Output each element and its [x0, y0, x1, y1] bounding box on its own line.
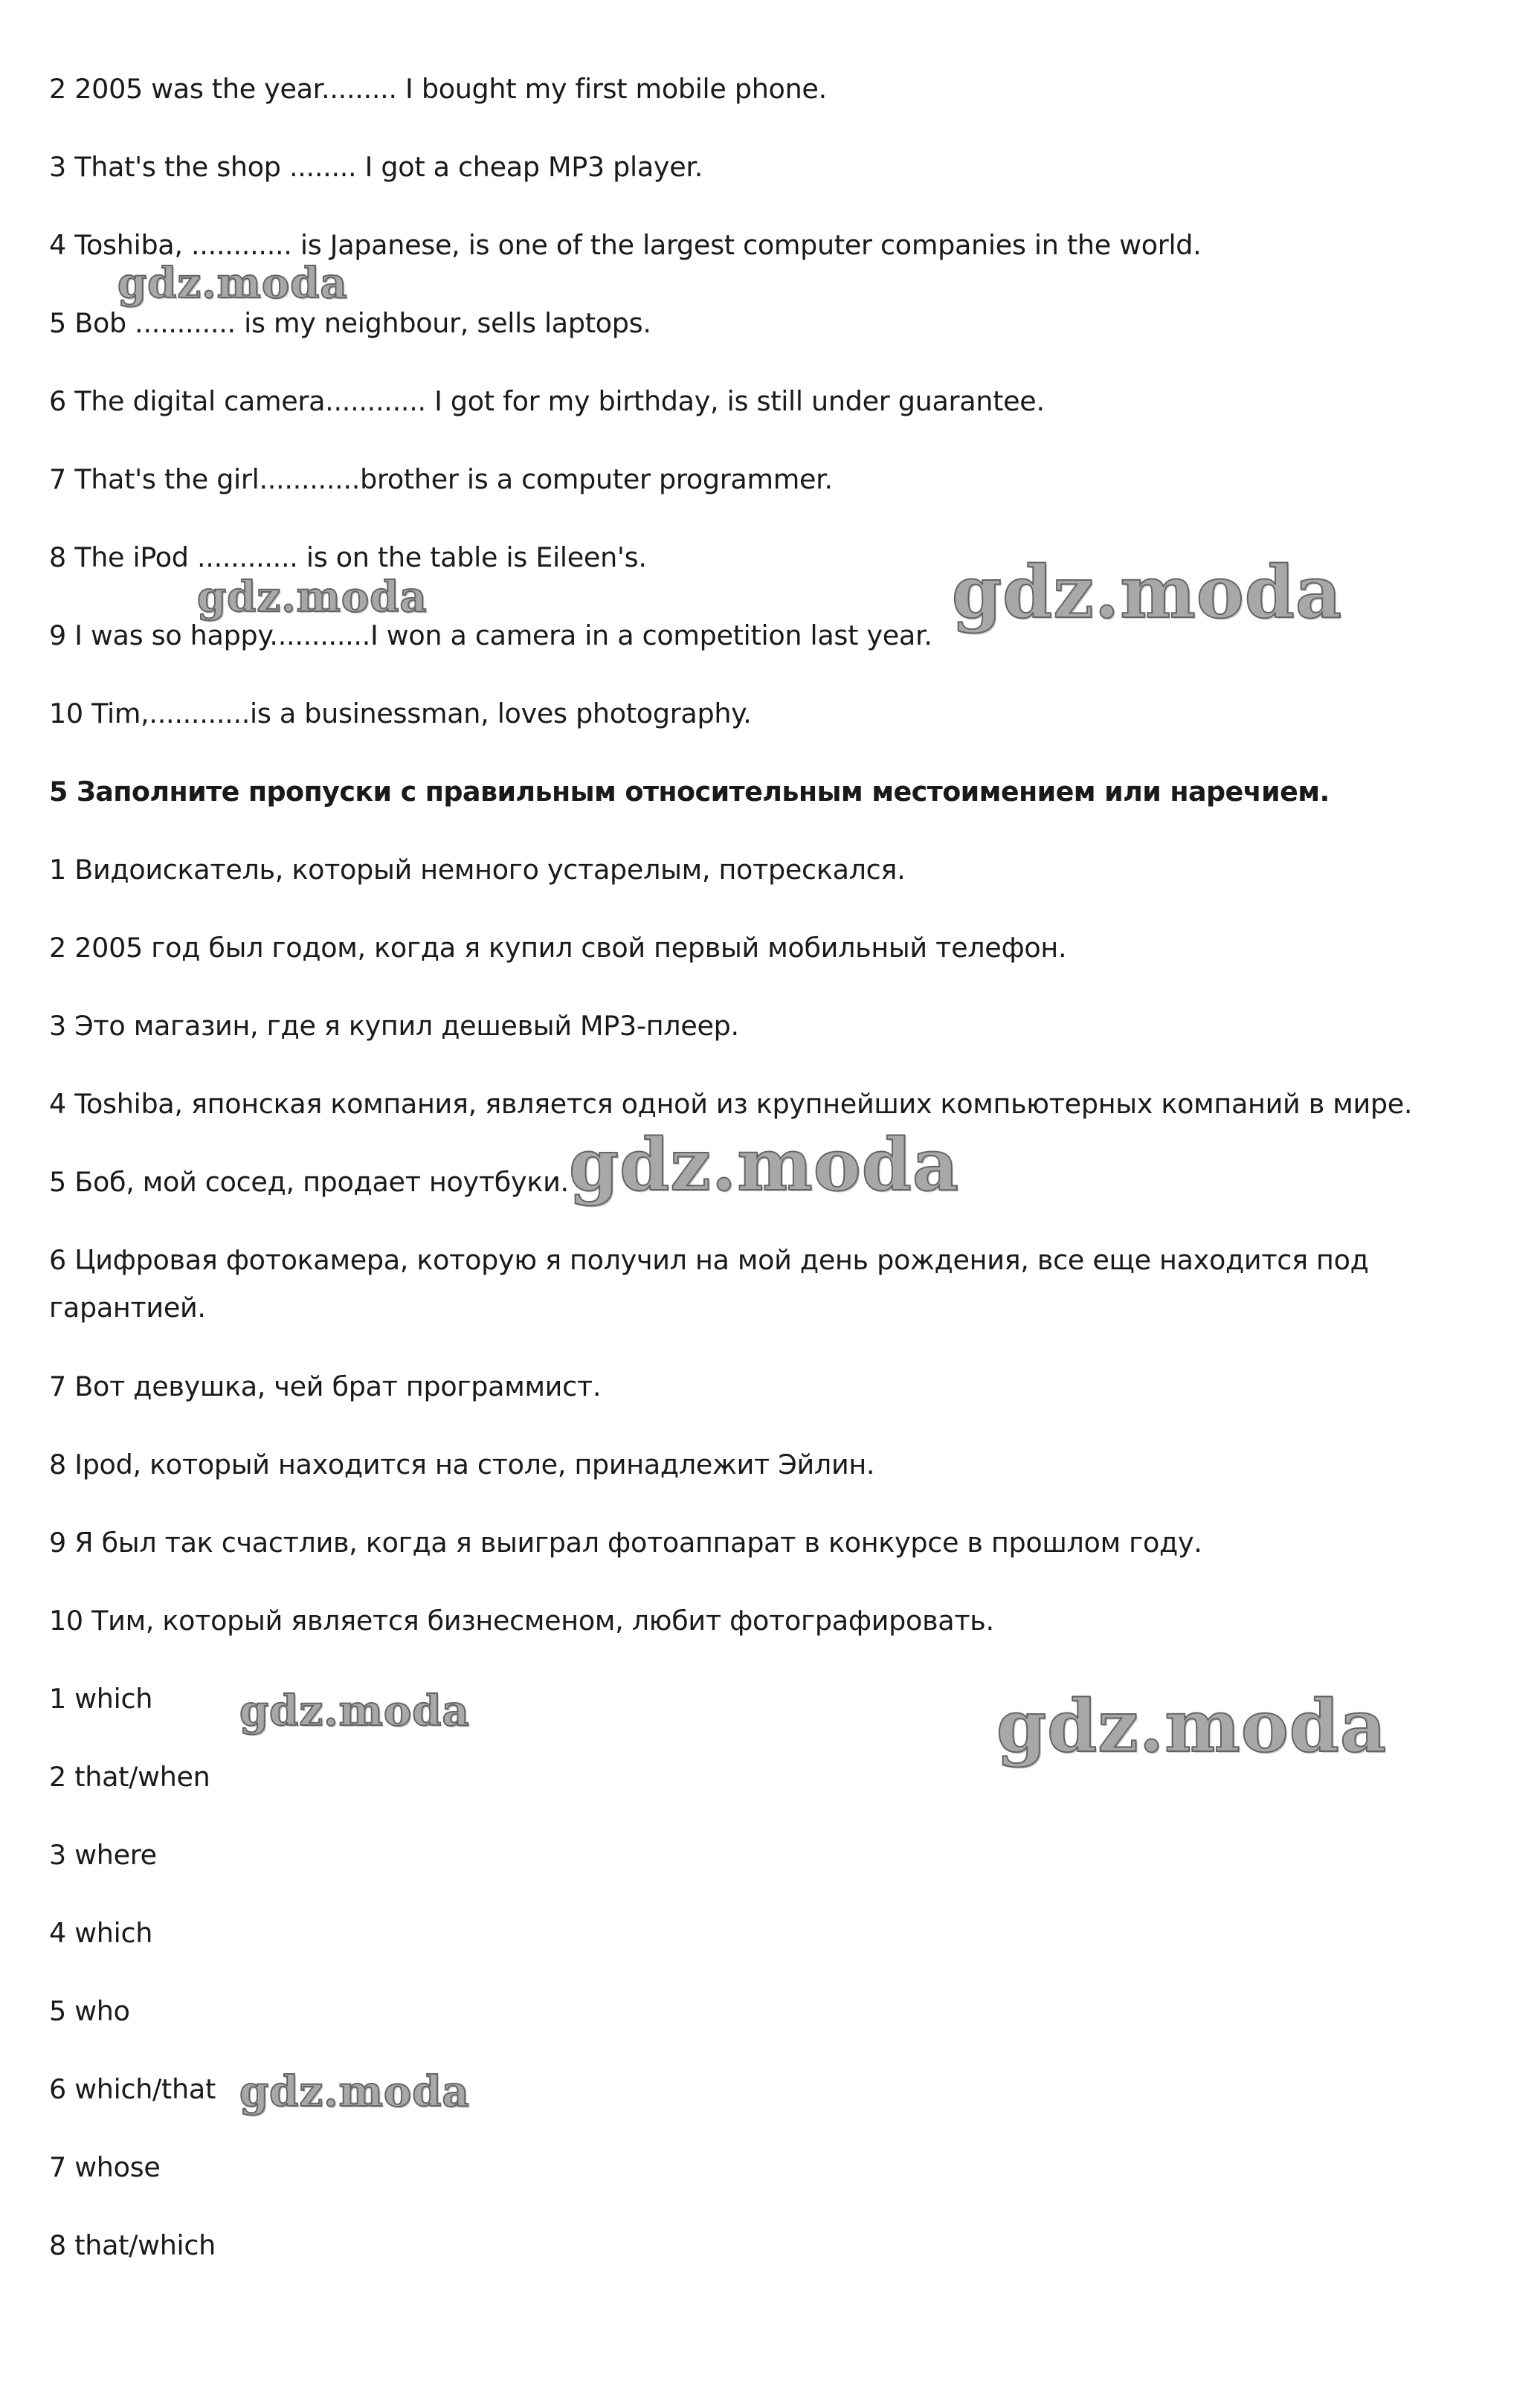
translation-line: 8 Ipod, который находится на столе, принадлежит Эйлин.	[49, 1449, 875, 1481]
answer-item: 4 which	[49, 1917, 153, 1949]
translation-line: 9 Я был так счастлив, когда я выиграл фотоаппарат в конкурсе в прошлом году.	[49, 1527, 1202, 1559]
exercise-sentence: 2 2005 was the year......... I bought my first mobile phone.	[49, 73, 827, 105]
watermark-logo: gdz.moda	[239, 2067, 470, 2116]
translation-line: 3 Это магазин, где я купил дешевый MP3-плеер.	[49, 1010, 739, 1042]
exercise-sentence: 9 I was so happy............I won a camera in a competition last year.	[49, 619, 932, 651]
exercise-sentence: 6 The digital camera............ I got for my birthday, is still under guarantee.	[49, 385, 1045, 417]
exercise-sentence: 8 The iPod ............ is on the table is Eileen's.	[49, 541, 647, 573]
answer-item: 1 which	[49, 1683, 153, 1715]
watermark-logo: gdz.moda	[996, 1684, 1388, 1768]
answer-item: 7 whose	[49, 2151, 161, 2183]
translation-line: 2 2005 год был годом, когда я купил свой первый мобильный телефон.	[49, 932, 1067, 964]
translation-line: 4 Toshiba, японская компания, является одной из крупнейших компьютерных компаний в мире.	[49, 1088, 1413, 1120]
answer-item: 2 that/when	[49, 1761, 210, 1793]
translation-line: 5 Боб, мой сосед, продает ноутбуки.	[49, 1166, 569, 1198]
answer-item: 8 that/which	[49, 2229, 216, 2261]
answer-item: 5 who	[49, 1995, 130, 2027]
translation-line: 6 Цифровая фотокамера, которую я получил на мой день рождения, все еще находится под гарантией.	[49, 1244, 1369, 1324]
exercise-sentence: 7 That's the girl............brother is a computer programmer.	[49, 463, 833, 495]
answer-item: 3 where	[49, 1839, 157, 1871]
exercise-sentence: 10 Tim,............is a businessman, loves photography.	[49, 697, 752, 729]
exercise-sentence: 5 Bob ............ is my neighbour, sells laptops.	[49, 307, 651, 339]
watermark-logo: gdz.moda	[197, 573, 428, 622]
watermark-logo: gdz.moda	[239, 1686, 470, 1736]
watermark-logo: gdz.moda	[952, 550, 1343, 634]
answer-item: 6 which/that	[49, 2073, 216, 2105]
watermark-logo: gdz.moda	[117, 259, 348, 308]
translation-line: 7 Вот девушка, чей брат программист.	[49, 1370, 602, 1402]
translation-line: 1 Видоискатель, который немного устарелым, потрескался.	[49, 854, 906, 886]
watermark-logo: gdz.moda	[569, 1123, 960, 1207]
exercise-sentence: 3 That's the shop ........ I got a cheap MP3 player.	[49, 151, 703, 183]
exercise-sentence: 4 Toshiba, ............ is Japanese, is one of the largest computer companies in the world.	[49, 229, 1202, 261]
exercise-heading: 5 Заполните пропуски с правильным относительным местоимением или наречием.	[49, 776, 1330, 808]
translation-line: 10 Тим, который является бизнесменом, любит фотографировать.	[49, 1605, 994, 1637]
